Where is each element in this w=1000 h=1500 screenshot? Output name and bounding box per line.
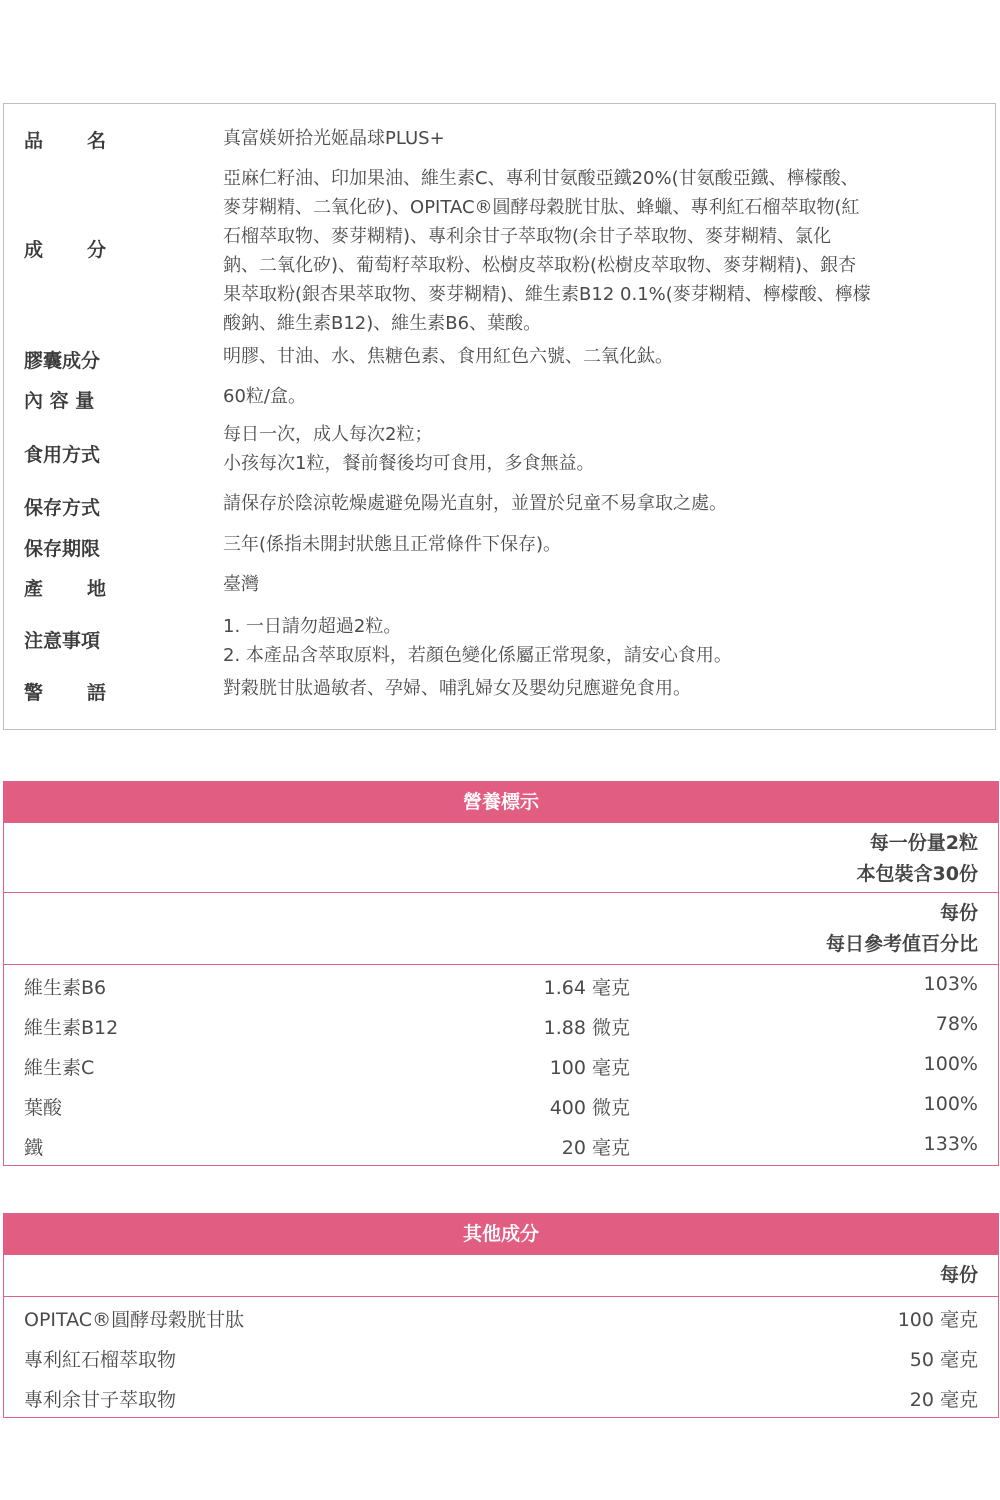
nutrient-amount: 1.88 微克 xyxy=(543,1017,630,1039)
origin-label-b: 地 xyxy=(86,578,106,600)
table-row xyxy=(4,965,998,1005)
product-name-label-b: 名 xyxy=(86,130,106,152)
ingredient-amount: 100 毫克 xyxy=(897,1309,978,1331)
warning-value: 對穀胱甘肽過敏者、孕婦、哺乳婦女及嬰幼兒應避免食用。 xyxy=(223,678,691,699)
ingredients-line: 果萃取粉(銀杏果萃取物、麥芽糊精)、維生素B12 0.1%(麥芽糊精、檸檬酸、檸檬 xyxy=(223,284,871,305)
ingredients-label xyxy=(24,235,106,262)
nutrient-percent: 133% xyxy=(923,1133,978,1155)
nutrition-title: 營養標示 xyxy=(4,782,998,822)
nutrient-amount: 100 毫克 xyxy=(549,1057,630,1079)
warning-label xyxy=(24,678,106,705)
column-headers xyxy=(4,892,998,964)
ingredients-line: 亞麻仁籽油、印加果油、維生素C、專利甘氨酸亞鐵20%(甘氨酸亞鐵、檸檬酸、 xyxy=(223,168,859,189)
table-row xyxy=(4,1045,998,1085)
origin-value: 臺灣 xyxy=(223,574,259,595)
nutrient-percent: 100% xyxy=(923,1093,978,1115)
nutrient-percent: 103% xyxy=(923,973,978,995)
ingredients-value xyxy=(223,164,978,338)
ingredients-line: 麥芽糊精、二氧化矽)、OPITAC®圓酵母穀胱甘肽、蜂蠟、專利紅石榴萃取物(紅 xyxy=(223,197,860,218)
servings-per-package: 本包裝含30份 xyxy=(856,863,978,885)
table-row xyxy=(4,1085,998,1125)
other-per-serving-header: 每份 xyxy=(939,1264,978,1286)
product-name-value: 真富媄妍拾光姬晶球PLUS+ xyxy=(223,128,445,149)
ingredient-name: 專利余甘子萃取物 xyxy=(24,1389,177,1411)
serving-size: 每一份量2粒 xyxy=(869,832,978,854)
ingredient-amount: 50 毫克 xyxy=(909,1349,978,1371)
usage-line: 小孩每次1粒，餐前餐後均可食用，多食無益。 xyxy=(223,453,595,474)
nutrient-name: 維生素B6 xyxy=(24,977,107,999)
origin-label xyxy=(24,574,106,601)
shelf-life-value: 三年(係指未開封狀態且正常條件下保存)。 xyxy=(223,534,562,555)
notes-line: 1. 一日請勿超過2粒。 xyxy=(223,616,402,637)
table-row xyxy=(4,1377,998,1417)
per-serving-header: 每份 xyxy=(939,902,978,924)
notes-line: 2. 本產品含萃取原料，若顏色變化係屬正常現象，請安心食用。 xyxy=(223,645,732,666)
ingredients-label-a: 成 xyxy=(24,239,44,261)
capsule-label: 膠囊成分 xyxy=(24,350,101,372)
nutrition-table xyxy=(3,781,999,1166)
daily-value-header: 每日參考值百分比 xyxy=(825,933,978,955)
nutrient-amount: 1.64 毫克 xyxy=(543,977,630,999)
storage-value: 請保存於陰涼乾燥處避免陽光直射，並置於兒童不易拿取之處。 xyxy=(223,493,727,514)
nutrient-percent: 100% xyxy=(923,1053,978,1075)
ingredient-name: 專利紅石榴萃取物 xyxy=(24,1349,177,1371)
content-label: 內 容 量 xyxy=(24,390,95,412)
shelf-life-label: 保存期限 xyxy=(24,538,101,560)
nutrient-name: 維生素C xyxy=(24,1057,95,1079)
storage-label: 保存方式 xyxy=(24,497,101,519)
table-row xyxy=(4,1337,998,1377)
usage-value xyxy=(223,420,978,478)
nutrient-percent: 78% xyxy=(935,1013,978,1035)
notes-value xyxy=(223,612,978,670)
ingredient-amount: 20 毫克 xyxy=(909,1389,978,1411)
serving-info xyxy=(4,822,998,892)
table-row xyxy=(4,1297,998,1337)
usage-line: 每日一次，成人每次2粒； xyxy=(223,424,433,445)
ingredients-line: 石榴萃取物、麥芽糊精)、專利余甘子萃取物(余甘子萃取物、麥芽糊精、氯化 xyxy=(223,226,832,247)
nutrient-amount: 400 微克 xyxy=(549,1097,630,1119)
nutrient-name: 葉酸 xyxy=(24,1097,63,1119)
origin-label-a: 產 xyxy=(24,578,44,600)
other-rows xyxy=(4,1296,998,1417)
ingredient-name: OPITAC®圓酵母穀胱甘肽 xyxy=(24,1309,245,1331)
other-column-header xyxy=(4,1254,998,1296)
nutrient-name: 鐵 xyxy=(24,1137,44,1159)
table-row xyxy=(4,1005,998,1045)
product-info-box xyxy=(3,103,996,730)
nutrient-name: 維生素B12 xyxy=(24,1017,119,1039)
usage-label: 食用方式 xyxy=(24,444,101,466)
nutrition-rows xyxy=(4,964,998,1165)
ingredients-line: 酸鈉、維生素B12)、維生素B6、葉酸。 xyxy=(223,313,542,334)
notes-label: 注意事項 xyxy=(24,630,101,652)
product-name-label-a: 品 xyxy=(24,130,44,152)
capsule-value: 明膠、甘油、水、焦糖色素、食用紅色六號、二氧化鈦。 xyxy=(223,346,673,367)
other-title: 其他成分 xyxy=(4,1214,998,1254)
ingredients-label-b: 分 xyxy=(86,239,106,261)
nutrient-amount: 20 毫克 xyxy=(561,1137,630,1159)
content-value: 60粒/盒。 xyxy=(223,386,306,407)
warning-label-a: 警 xyxy=(24,682,44,704)
product-name-label xyxy=(24,126,106,153)
warning-label-b: 語 xyxy=(86,682,106,704)
ingredients-line: 鈉、二氧化矽)、葡萄籽萃取粉、松樹皮萃取粉(松樹皮萃取物、麥芽糊精)、銀杏 xyxy=(223,255,857,276)
table-row xyxy=(4,1125,998,1165)
other-ingredients-table xyxy=(3,1213,999,1418)
